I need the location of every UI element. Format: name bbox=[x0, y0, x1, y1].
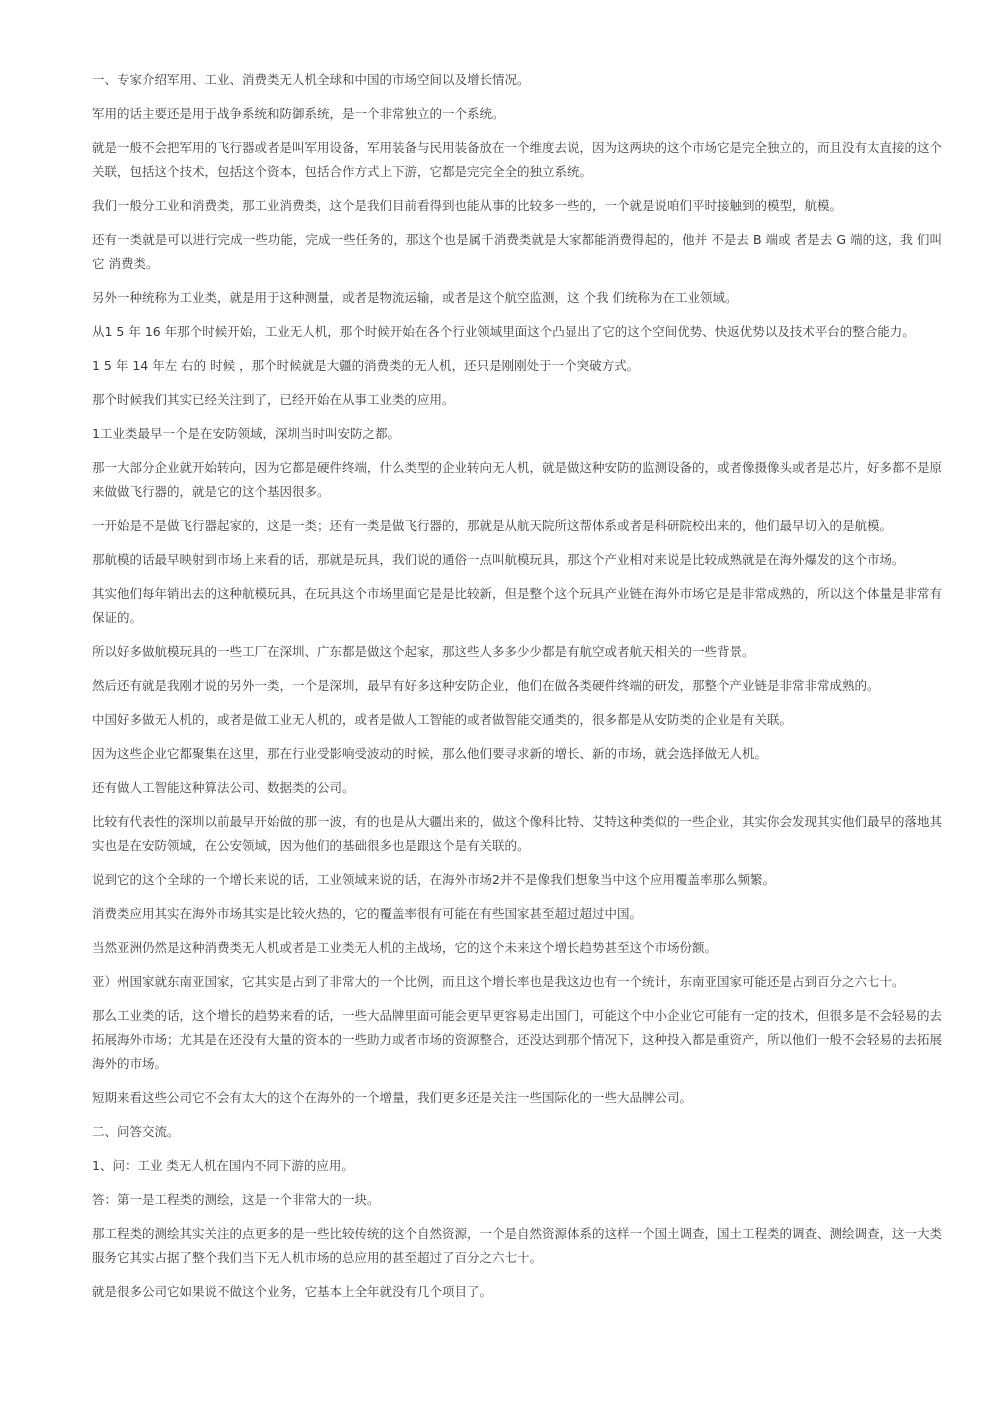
paragraph: 那工程类的测绘其实关注的点更多的是一些比较传统的这个自然资源，一个是自然资源体系的这样一个国土调查，国土工程类的调查、测绘调查，这一大类服务它其实占据了整个我们当下无人机市场的总应用的甚至超过了百分之六七十。 bbox=[92, 1226, 943, 1265]
paragraph: 就是很多公司它如果说不做这个业务，它基本上全年就没有几个项目了。 bbox=[92, 1284, 493, 1299]
paragraph: 说到它的这个全球的一个增长来说的话，工业领域来说的话，在海外市场2并不是像我们想象当中这个应用覆盖率那么频繁。 bbox=[92, 872, 775, 887]
paragraph: 因为这些企业它都聚集在这里，那在行业受影响受波动的时候，那么他们要寻求新的增长、新的市场，就会选择做无人机。 bbox=[92, 746, 768, 761]
paragraph: 消费类应用其实在海外市场其实是比较火热的，它的覆盖率很有可能在有些国家甚至超过超过中国。 bbox=[92, 906, 643, 921]
section-heading-expert-intro: 一、专家介绍军用、工业、消费类无人机全球和中国的市场空间以及增长情况。 bbox=[92, 72, 530, 87]
paragraph: 1 5 年 14 年左 右的 时候 ，那个时候就是大疆的消费类的无人机，还只是刚刚处于一个突破方式。 bbox=[92, 358, 640, 373]
paragraph: 短期来看这些公司它不会有太大的这个在海外的一个增量，我们更多还是关注一些国际化的一些大品牌公司。 bbox=[92, 1090, 693, 1105]
paragraph: 亚）州国家就东南亚国家，它其实是占到了非常大的一个比例，而且这个增长率也是我这边也有一个统计，东南亚国家可能还是占到百分之六七十。 bbox=[92, 974, 905, 989]
paragraph: 那么工业类的话，这个增长的趋势来看的话，一些大品牌里面可能会更早更容易走出国门，可能这个中小企业它可能有一定的技术，但很多是不会轻易的去拓展海外市场；尤其是在还没有大量的资本的一些助力或者市场的资源整合，还没达到那个情况下，这种投入都是重资产，所以他们一般不会轻易的去拓展海外的市场。 bbox=[92, 1008, 943, 1071]
section-heading-qa: 二、问答交流。 bbox=[92, 1124, 180, 1139]
paragraph: 其实他们每年销出去的这种航模玩具，在玩具这个市场里面它是是比较新，但是整个这个玩具产业链在海外市场它是是非常成熟的，所以这个体量是非常有保证的。 bbox=[92, 586, 943, 625]
paragraph: 还有做人工智能这种算法公司、数据类的公司。 bbox=[92, 780, 355, 795]
paragraph: 另外一种统称为工业类，就是用于这种测量，或者是物流运输，或者是这个航空监测，这 个我 们统称为在工业领域。 bbox=[92, 290, 738, 305]
answer: 答：第一是工程类的测绘，这是一个非常大的一块。 bbox=[92, 1192, 380, 1207]
paragraph: 比较有代表性的深圳以前最早开始做的那一波，有的也是从大疆出来的，做这个像科比特、艾特这种类似的一些企业，其实你会发现其实他们最早的落地其实也是在安防领域，在公安领域，因为他们的基础很多也是跟这个是有关联的。 bbox=[92, 814, 943, 853]
paragraph: 那个时候我们其实已经关注到了，已经开始在从事工业类的应用。 bbox=[92, 392, 455, 407]
paragraph: 那一大部分企业就开始转向，因为它都是硬件终端，什么类型的企业转向无人机，就是做这种安防的监测设备的，或者像摄像头或者是芯片，好多都不是原来做做飞行器的，就是它的这个基因很多。 bbox=[92, 460, 943, 499]
paragraph: 所以好多做航模玩具的一些工厂在深圳、广东都是做这个起家，那这些人多多少少都是有航空或者航天相关的一些背景。 bbox=[92, 644, 755, 659]
document-body bbox=[92, 68, 942, 1314]
paragraph: 就是一般不会把军用的飞行器或者是叫军用设备，军用装备与民用装备放在一个维度去说，因为这两块的这个市场它是完全独立的，而且没有太直接的这个关联，包括这个技术，包括这个资本，包括合作方式上下游，它都是完完全全的独立系统。 bbox=[92, 140, 943, 179]
paragraph: 从1 5 年 16 年那个时候开始，工业无人机，那个时候开始在各个行业领域里面这个凸显出了它的这个空间优势、快返优势以及技术平台的整合能力。 bbox=[92, 324, 915, 339]
paragraph: 那航模的话最早映射到市场上来看的话，那就是玩具，我们说的通俗一点叫航模玩具，那这个产业相对来说是比较成熟就是在海外爆发的这个市场。 bbox=[92, 552, 905, 567]
paragraph: 一开始是不是做飞行器起家的，这是一类；还有一类是做飞行器的，那就是从航天院所这帮体系或者是科研院校出来的，他们最早切入的是航模。 bbox=[92, 518, 893, 533]
paragraph: 当然亚洲仍然是这种消费类无人机或者是工业类无人机的主战场，它的这个未来这个增长趋势甚至这个市场份额。 bbox=[92, 940, 718, 955]
paragraph: 军用的话主要还是用于战争系统和防御系统，是一个非常独立的一个系统。 bbox=[92, 106, 505, 121]
paragraph: 1工业类最早一个是在安防领域，深圳当时叫安防之都。 bbox=[92, 426, 400, 441]
paragraph: 然后还有就是我刚才说的另外一类，一个是深圳，最早有好多这种安防企业，他们在做各类硬件终端的研发，那整个产业链是非常非常成熟的。 bbox=[92, 678, 880, 693]
question: 1、问：工业 类无人机在国内不同下游的应用。 bbox=[92, 1158, 354, 1173]
paragraph: 中国好多做无人机的，或者是做工业无人机的，或者是做人工智能的或者做智能交通类的，很多都是从安防类的企业是有关联。 bbox=[92, 712, 793, 727]
paragraph: 还有一类就是可以进行完成一些功能，完成一些任务的，那这个也是属千消费类就是大家都能消费得起的，他并 不是去 B 端或 者是去 G 端的这，我 们叫它 消费类。 bbox=[92, 232, 942, 271]
paragraph: 我们一般分工业和消费类，那工业消费类，这个是我们目前看得到也能从事的比较多一些的，一个就是说咱们平时接触到的模型，航模。 bbox=[92, 198, 843, 213]
